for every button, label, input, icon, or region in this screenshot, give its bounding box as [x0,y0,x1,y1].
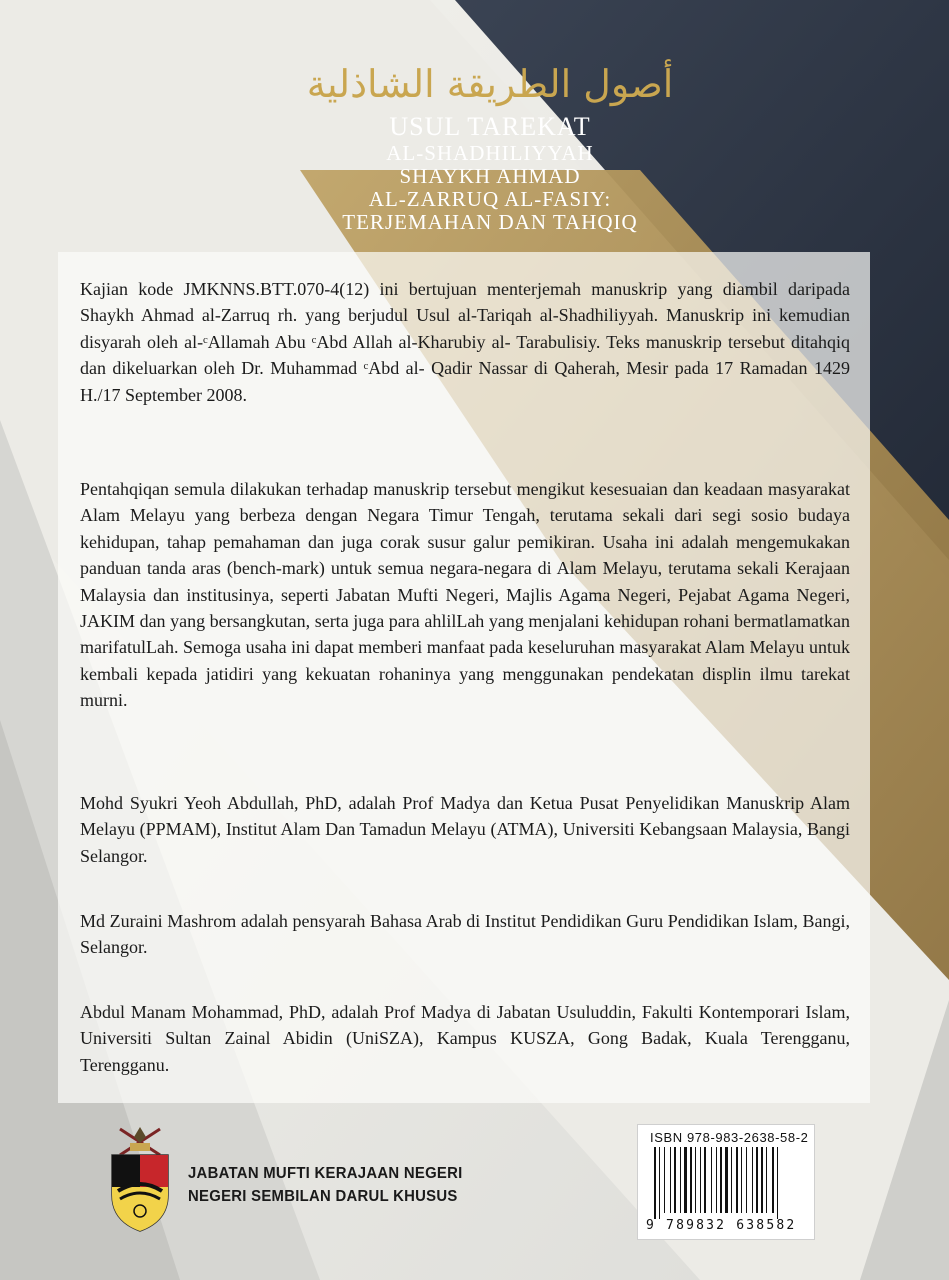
barcode-bar [690,1147,692,1213]
barcode-bar [704,1147,706,1213]
barcode-bar [680,1147,681,1213]
barcode-digits: 9 789832 638582 [646,1218,797,1233]
barcode-bar [720,1147,722,1213]
barcode-bar [695,1147,696,1213]
author-bio-1: Mohd Syukri Yeoh Abdullah, PhD, adalah Prof Madya dan Ketua Pusat Penyelidikan Manuskrip Alam Melayu (PPMAM), Institut Alam Dan Tamadun Melayu (ATMA), Universiti Kebangsaan Malaysia, Bangi Selangor. [80,793,850,866]
barcode-bar [659,1147,660,1219]
publisher-line-2: NEGERI SEMBILAN DARUL KHUSUS [188,1188,458,1205]
synopsis-paragraph-2: Pentahqiqan semula dilakukan terhadap manuskrip tersebut mengikut kesesuaian dan keadaan masyarakat Alam Melayu yang berbeza dengan Negara Timur Tengah, terutama sekali dari segi sosio budaya kehidupan, tahap pemahaman dan juga corak susur galur pemikiran. Usaha ini adalah mengemukakan panduan tanda aras (bench-mark) untuk semua negara-negara di Alam Melayu, terutama sekali Kerajaan Malaysia dan institusinya, seperti Jabatan Mufti Negeri, Majlis Agama Negeri, Pejabat Agama Negeri, JAKIM dan yang bersangkutan, serta juga para ahlilLah yang menjalani kehidupan rohani bermatlamatkan marifatulLah. Semoga usaha ini dapat memberi manfaat pada keseluruhan masyarakat Alam Melayu untuk kembali kepada jatidiri yang kekuatan rohaninya yang menggunakan pendekatan displin ilmu tarekat murni. [80,479,850,711]
barcode-bar [711,1147,712,1213]
barcode-bar [766,1147,767,1213]
author-bio-3: Abdul Manam Mohammad, PhD, adalah Prof Madya di Jabatan Usuluddin, Fakulti Kontemporari Islam, Universiti Sultan Zainal Abidin (UniSZA), Kampus KUSZA, Gong Badak, Kuala Terengganu, Terengganu. [80,1002,850,1075]
negeri-sembilan-crest-icon [108,1125,172,1235]
isbn-barcode-box [637,1124,815,1240]
publisher-line-1: JABATAN MUFTI KERAJAAN NEGERI [188,1165,463,1182]
barcode-bar [761,1147,763,1213]
title-line-5: TERJEMAHAN DAN TAHQIQ [342,210,638,234]
barcode-bar [700,1147,701,1213]
title-line-2: AL-SHADHILIYYAH [386,141,594,165]
barcode-bar [756,1147,758,1213]
title-block [180,60,800,234]
title-line-3: SHAYKH AHMAD [399,164,581,188]
barcode-bar [670,1147,671,1213]
barcode-bar [684,1147,687,1213]
barcode-bar [752,1147,753,1213]
publisher-block [108,1125,568,1235]
barcode-bar [741,1147,742,1213]
barcode-icon [652,1147,802,1219]
barcode-bar [777,1147,778,1219]
title-line-4: AL-ZARRUQ AL-FASIY: [368,187,612,211]
barcode-bar [716,1147,717,1213]
barcode-bar [664,1147,665,1213]
author-bio-2: Md Zuraini Mashrom adalah pensyarah Bahasa Arab di Institut Pendidikan Guru Pendidikan Islam, Bangi, Selangor. [80,911,850,958]
publisher-name [188,1162,463,1208]
barcode-bar [736,1147,738,1213]
synopsis-paragraph-1: Kajian kode JMKNNS.BTT.070-4(12) ini bertujuan menterjemah manuskrip yang diambil daripada Shaykh Ahmad al-Zarruq rh. yang berjudul Usul al-Tariqah al-Shadhiliyyah. Manuskrip ini kemudian disyarah oleh al-ᶜAllamah Abu ᶜAbd Allah al-Kharubiy al- Tarabulisiy. Teks manuskrip tersebut ditahqiq dan dikeluarkan oleh Dr. Muhammad ᶜAbd al- Qadir Nassar di Qaherah, Mesir pada 17 Ramadan 1429 H./17 September 2008. [80,279,850,405]
barcode-bar [772,1147,774,1213]
barcode-bar [725,1147,728,1213]
arabic-title: أصول الطريقة الشاذلية [306,62,674,106]
barcode-bar [654,1147,656,1219]
barcode-bar [731,1147,732,1213]
isbn-label: ISBN 978-983-2638-58-2 [650,1130,809,1145]
title-line-1: USUL TAREKAT [389,112,591,141]
barcode-bar [746,1147,747,1213]
barcode-bar [674,1147,676,1213]
